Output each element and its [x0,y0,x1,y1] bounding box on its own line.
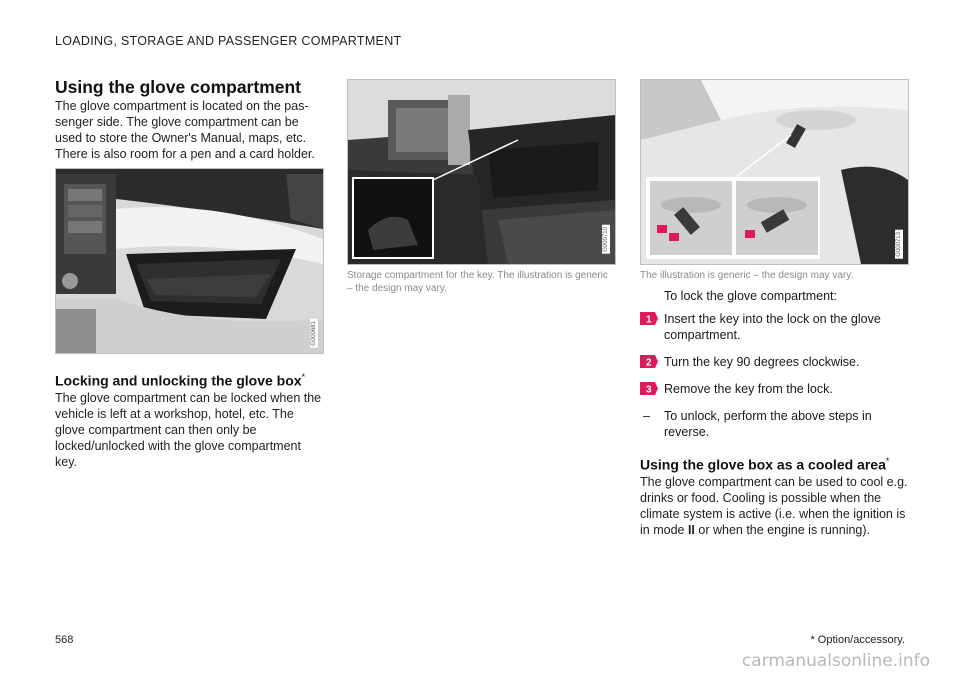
option-mark: * [301,372,306,382]
image-code: G000681 [311,321,317,346]
lock-heading-text: Locking and unlocking the glove box [55,372,302,389]
step-number: 2 [646,357,652,368]
lock-intro: To lock the glove compartment: [664,289,837,303]
step-2 [640,354,908,370]
page-header: LOADING, STORAGE AND PASSENGER COMPARTMENT [55,34,402,48]
step-text: To unlock, perform the above steps in reverse. [664,409,872,439]
lock-key-image [640,79,909,265]
step-number: 1 [646,314,652,325]
subsection-heading-cool [640,452,908,474]
subsection-heading-lock [55,368,323,390]
page-number: 568 [55,634,74,646]
step-badge-icon [640,312,658,325]
cool-paragraph [640,474,908,538]
unlock-step [640,408,908,440]
image-caption: The illustration is generic – the design may vary. [640,270,854,281]
key-storage-image [347,79,616,265]
step-1 [640,311,908,343]
step-text: Remove the key from the lock. [664,382,833,396]
step-text: Turn the key 90 degrees clockwise. [664,355,860,369]
column-glove-compartment [55,76,323,470]
step-number: 3 [646,384,652,395]
image-caption: Storage compartment for the key. The illustration is generic – the design may vary. [347,270,608,294]
dash-icon: – [643,409,650,423]
footnote: * Option/accessory. [810,634,905,646]
option-mark: * [885,456,890,466]
ignition-mode: II [687,522,695,537]
cool-text-part: The glove compartment can be used to cool e.g. drinks or food. Cooling is possible when the climate system is active (i.e. when the ignition is in mode [640,474,908,537]
column-key-storage [347,79,615,295]
cool-text-part: or when the engine is running). [694,522,871,537]
image-code: G000713 [896,232,902,257]
step-badge-icon [640,382,658,395]
image-code: G000710 [603,227,609,252]
column-lock-steps [640,79,908,538]
step-3 [640,381,908,397]
lock-paragraph: The glove compartment can be locked when the vehicle is left at a workshop, hotel, etc. The glove compartment can then only be locked/unlocked with the glove compartment key. [55,390,322,469]
cool-heading-text: Using the glove box as a cooled area [640,456,886,473]
watermark: carmanualsonline.info [741,651,930,671]
step-badge-icon [640,355,658,368]
glove-box-open-image [55,168,324,354]
step-text: Insert the key into the lock on the glove compartment. [664,312,881,342]
intro-paragraph: The glove compartment is located on the pas-senger side. The glove compartment can be used to store the Owner's Manual, maps, etc. There is also room for a pen and a card holder. [55,99,315,161]
section-heading: Using the glove compartment [55,77,302,97]
